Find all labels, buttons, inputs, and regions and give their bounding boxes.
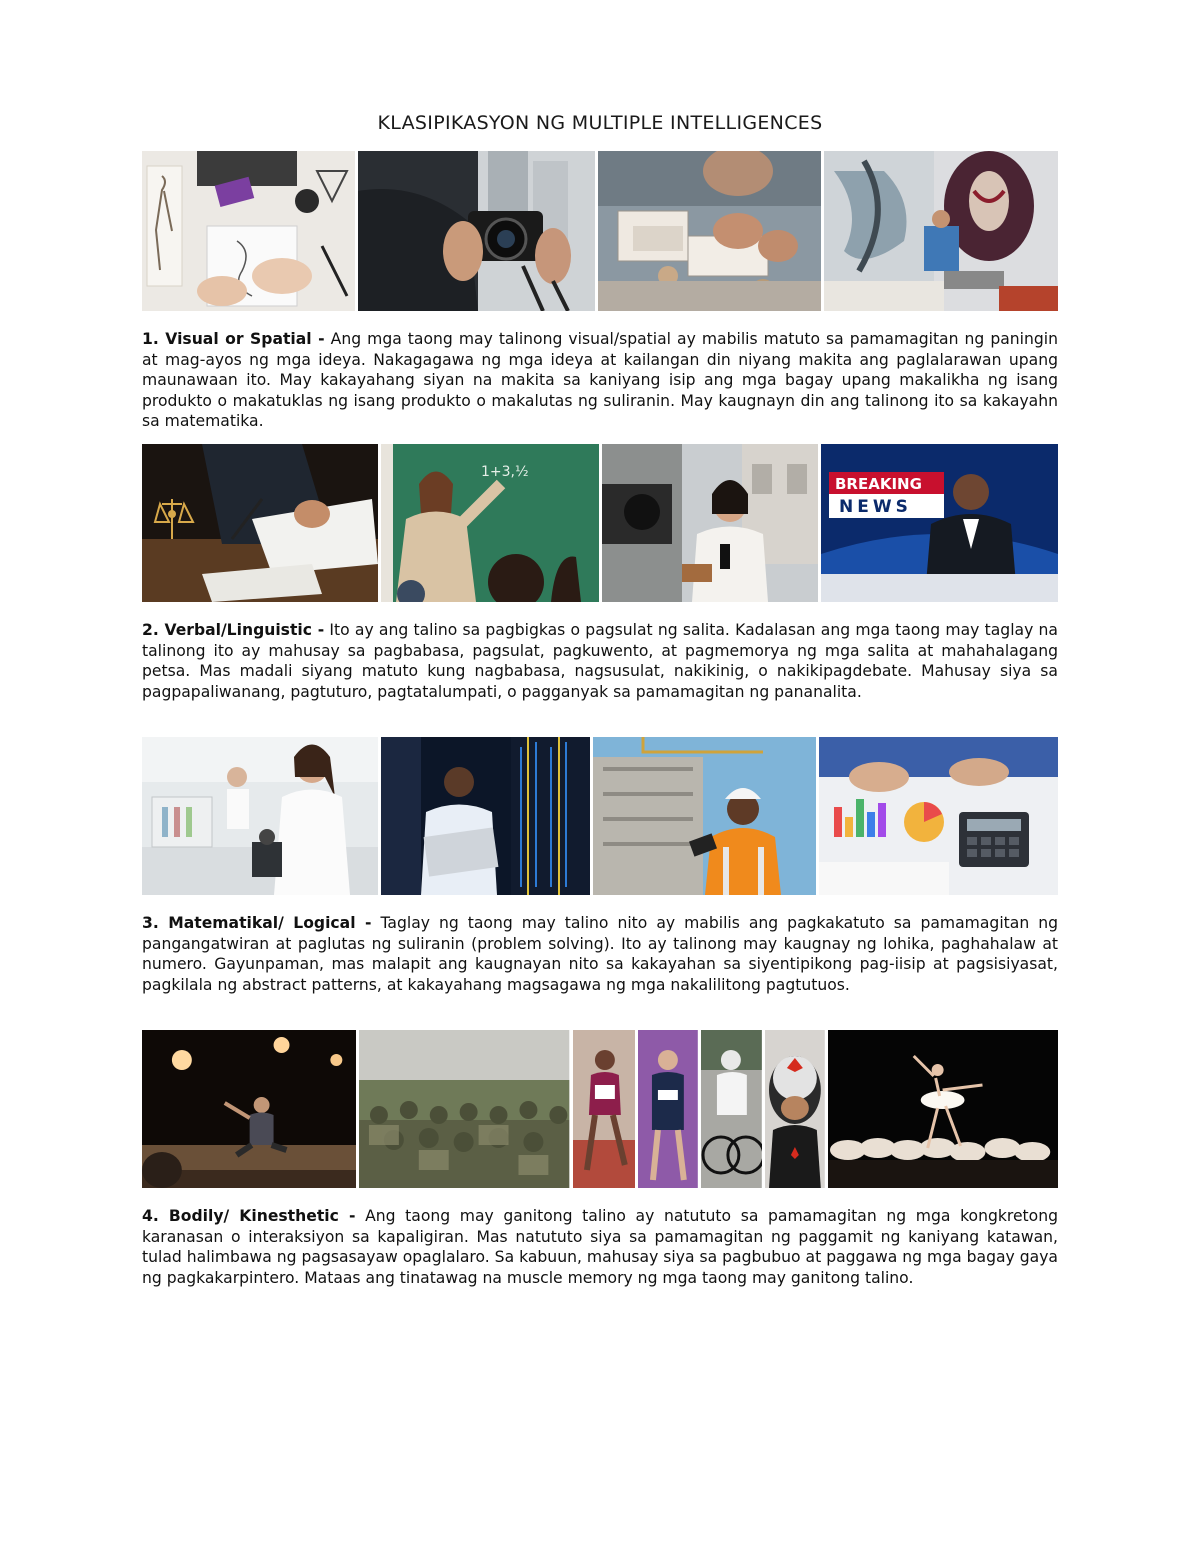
section-visual-spatial xyxy=(142,329,1058,432)
mathematical-logical-photo-strip xyxy=(142,737,1058,895)
race-driver-helmet-photo xyxy=(765,1030,825,1188)
section-body: Taglay ng taong may talino nito ay mabilis ang pagkakatuto sa pamamagitan ng pangangatwiran at paglutas ng suliranin (problem solving). Ito ay talinong may kaugnay ng lohika, paghahalaw at numero. Gayunpaman, mas malapit ang kaugnayan nito sa kakayahan sa siyentipikong pag-iisip at pagsisiyasat, pagkilala ng abstract patterns, at kakayahang magsagawa ng mga nakalilitong pagtutuos. xyxy=(142,914,1058,994)
camera-photographer-photo xyxy=(358,151,595,311)
financial-charts-calculator-photo xyxy=(819,737,1058,895)
section-body: Ito ay ang talino sa pagbigkas o pagsulat ng salita. Kadalasan ang mga taong may taglay na talinong ito ay mahusay sa pagbabasa, pagsulat, pagkuwento, at pagmemorya ng mga salita at mahahalagang petsa. Mas madali siyang matuto kung nagbabasa, nagsusulat, nakikinig, o nakikipagdebate. Mahusay siya sa pagpapaliwanang, pagtuturo, pagtatalumpati, o pagganyak sa pamamagitan ng pananalita. xyxy=(142,621,1058,701)
news-text: NEWS xyxy=(839,497,912,517)
architect-model-photo xyxy=(598,151,821,311)
construction-engineer-photo xyxy=(593,737,816,895)
server-room-engineer-photo xyxy=(381,737,590,895)
chalk-formula-text: 1+3,½ xyxy=(481,464,529,480)
section-heading: 4. Bodily/ Kinesthetic - xyxy=(142,1207,356,1225)
section-heading: 3. Matematikal/ Logical - xyxy=(142,914,372,932)
teacher-chalkboard-photo xyxy=(381,444,599,602)
cyclist-photo xyxy=(701,1030,762,1188)
document-title: KLASIPIKASYON NG MULTIPLE INTELLIGENCES xyxy=(377,112,823,134)
fashion-design-sketch-photo xyxy=(142,151,355,311)
section-body: Ang taong may ganitong talino ay natututo sa pamamagitan ng mga kongkretong karanasan o interaksiyon sa kapaligiran. Mas natututo siya sa pamamagitan ng paggamit ng kaniyang katawan, tulad halimbawa ng pagsasayaw opaglalaro. Sa kabuun, mahusay siya sa pagbubuo at paggawa ng mga bagay gaya ng pagkakarpintero. Mataas ang tinatawag na muscle memory ng mga taong may ganitong talino. xyxy=(142,1207,1058,1287)
triathlete-photo xyxy=(638,1030,698,1188)
section-verbal-linguistic xyxy=(142,620,1058,702)
section-bodily-kinesthetic xyxy=(142,1206,1058,1288)
section-heading: 1. Visual or Spatial - xyxy=(142,330,325,348)
scientist-laboratory-photo xyxy=(142,737,378,895)
lawyer-signing-photo xyxy=(142,444,378,602)
reporter-microphone-photo xyxy=(602,444,818,602)
news-anchor-photo xyxy=(821,444,1058,602)
painter-artist-photo xyxy=(824,151,1058,311)
section-mathematical-logical xyxy=(142,913,1058,995)
sprinter-athlete-photo xyxy=(573,1030,636,1188)
section-heading: 2. Verbal/Linguistic - xyxy=(142,621,325,639)
section-body: Ang mga taong may talinong visual/spatial ay mabilis matuto sa pamamagitan ng paningin at mag-ayos ng mga ideya. Nakagagawa ng mga ideya at kailangan din niyang makita ang paglalarawan upang maunawaan ito. May kakayahang siyan na makita sa kaniyang isip ang mga bagay upang makalikha ng isang produkto o makatuklas ng isang produkto o makalutas ng suliranin. May kaugnayn din ang talinong ito sa kakayahn sa matematika. xyxy=(142,330,1058,430)
breaking-text: BREAKING xyxy=(835,475,922,493)
visual-spatial-photo-strip xyxy=(142,151,1058,311)
soldiers-marching-photo xyxy=(359,1030,569,1188)
verbal-linguistic-photo-strip xyxy=(142,444,1058,602)
ballet-dancers-photo xyxy=(828,1030,1058,1188)
bodily-kinesthetic-photo-strip xyxy=(142,1030,1058,1188)
stage-actor-photo xyxy=(142,1030,356,1188)
